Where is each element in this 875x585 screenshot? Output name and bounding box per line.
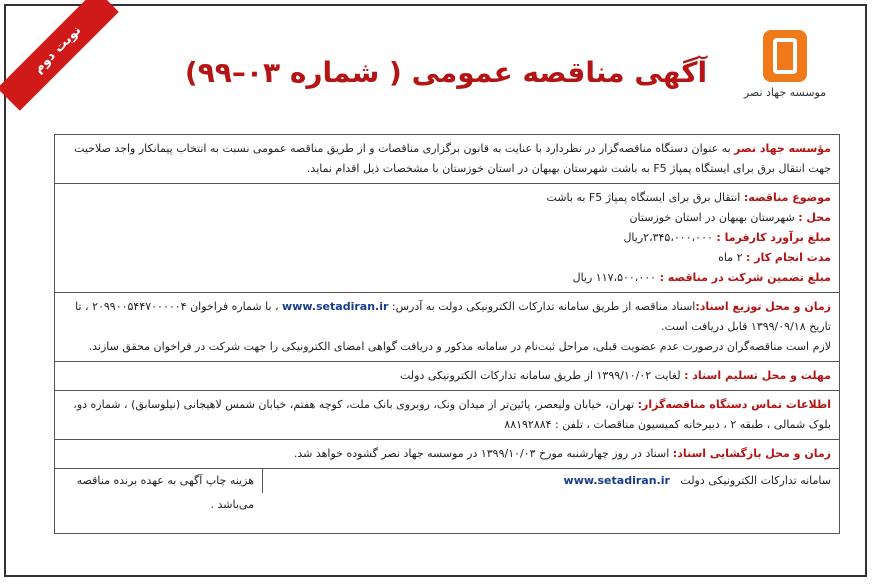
- deadline-label: مهلت و محل تسلیم اسناد :: [684, 369, 831, 382]
- detail-label: مبلغ تضمین شرکت در مناقصه :: [659, 271, 831, 284]
- deadline-section: [55, 362, 839, 391]
- detail-row: [63, 208, 831, 228]
- detail-row: [63, 268, 831, 288]
- contact-label: اطلاعات تماس دستگاه مناقصه‌گزار:: [637, 398, 831, 411]
- distribution-text: اسناد مناقصه از طریق سامانه تدارکات الکترونیکی دولت به آدرس:: [388, 300, 696, 313]
- detail-label: محل :: [798, 211, 831, 224]
- detail-label: مبلغ برآورد کارفرما :: [716, 231, 831, 244]
- footer-system-cell: [262, 469, 839, 493]
- footer-cost: هزینه چاپ آگهی به عهده برنده مناقصه می‌باشد .: [76, 474, 254, 511]
- opening-section: [55, 440, 839, 469]
- second-round-ribbon: نوبت دوم: [0, 0, 119, 111]
- distribution-label: زمان و محل توزیع اسناد:: [695, 300, 831, 313]
- deadline-value: لغایت ۱۳۹۹/۱۰/۰۲ از طریق سامانه تدارکات الکترونیکی دولت: [400, 369, 685, 382]
- detail-label: مدت انجام کار :: [746, 251, 831, 264]
- setadiran-link[interactable]: www.setadiran.ir: [282, 300, 389, 313]
- logo-icon: [763, 30, 807, 82]
- detail-value: ۲ ماه: [718, 251, 746, 264]
- distribution-note: لازم است مناقصه‌گران درصورت عدم عضویت قبلی، مراحل ثبت‌نام در سامانه مذکور و دریافت گواهی امضای الکترونیکی را جهت شرکت در فراخوان محقق سازند.: [88, 340, 831, 353]
- distribution-section: [55, 293, 839, 362]
- intro-text: به عنوان دستگاه مناقصه‌گزار در نظردارد با عنایت به قانون برگزاری مناقصات و از طریق مناقصه عمومی نسبت به انتخاب پیمانکار واجد صلاحیت جهت انتقال برق برای ایستگاه پمپاژ F5 به باشت شهرستان بهبهان در استان خوزستان با مشخصات ذیل اقدام نماید.: [74, 142, 831, 175]
- detail-value: شهرستان بهبهان در استان خوزستان: [629, 211, 799, 224]
- org-name: مؤسسه جهاد نصر: [734, 142, 831, 155]
- opening-label: زمان و محل بازگشایی اسناد:: [672, 447, 831, 460]
- detail-value: انتقال برق برای ایستگاه پمپاژ F5 به باشت: [546, 191, 744, 204]
- footer-row: [55, 469, 839, 511]
- contact-value: تهران، خیابان ولیعصر، پائین‌تر از میدان ونک، روبروی بانک ملت، کوچه هفتم، خیابان شمس لاهیجانی (نیلوسابق) ، شماره دو، بلوک شمالی ، طبقه ۲ ، دبیرخانه کمیسیون مناقصات ، تلفن : ۸۸۱۹۲۸۸۴: [73, 398, 831, 431]
- detail-value: ۱۱۷،۵۰۰،۰۰۰ ریال: [572, 271, 660, 284]
- footer-system: سامانه تدارکات الکترونیکی دولت: [680, 474, 831, 487]
- footer-link[interactable]: www.setadiran.ir: [563, 474, 670, 487]
- notice-table: [54, 134, 840, 534]
- details-section: [55, 184, 839, 293]
- logo: [725, 24, 845, 120]
- detail-value: ۲،۳۴۵،۰۰۰،۰۰۰ریال: [623, 231, 717, 244]
- notice-frame: [4, 4, 867, 577]
- notice-title: آگهی مناقصه عمومی ( شماره ۰۳–۹۹): [184, 56, 708, 89]
- detail-row: [63, 228, 831, 248]
- detail-row: [63, 248, 831, 268]
- detail-row: [63, 188, 831, 208]
- distribution-text-2: ، با شماره فراخوان ۲۰۹۹۰۰۵۴۴۷۰۰۰۰۰۴ ، تا تاریخ ۱۳۹۹/۰۹/۱۸ قابل دریافت است.: [75, 300, 831, 333]
- detail-label: موضوع مناقصه:: [743, 191, 831, 204]
- opening-value: اسناد در روز چهارشنبه مورخ ۱۳۹۹/۱۰/۰۳ در موسسه جهاد نصر گشوده خواهد شد.: [293, 447, 673, 460]
- contact-section: [55, 391, 839, 440]
- intro-section: [55, 135, 839, 184]
- logo-text: موسسه جهاد نصر: [743, 86, 827, 99]
